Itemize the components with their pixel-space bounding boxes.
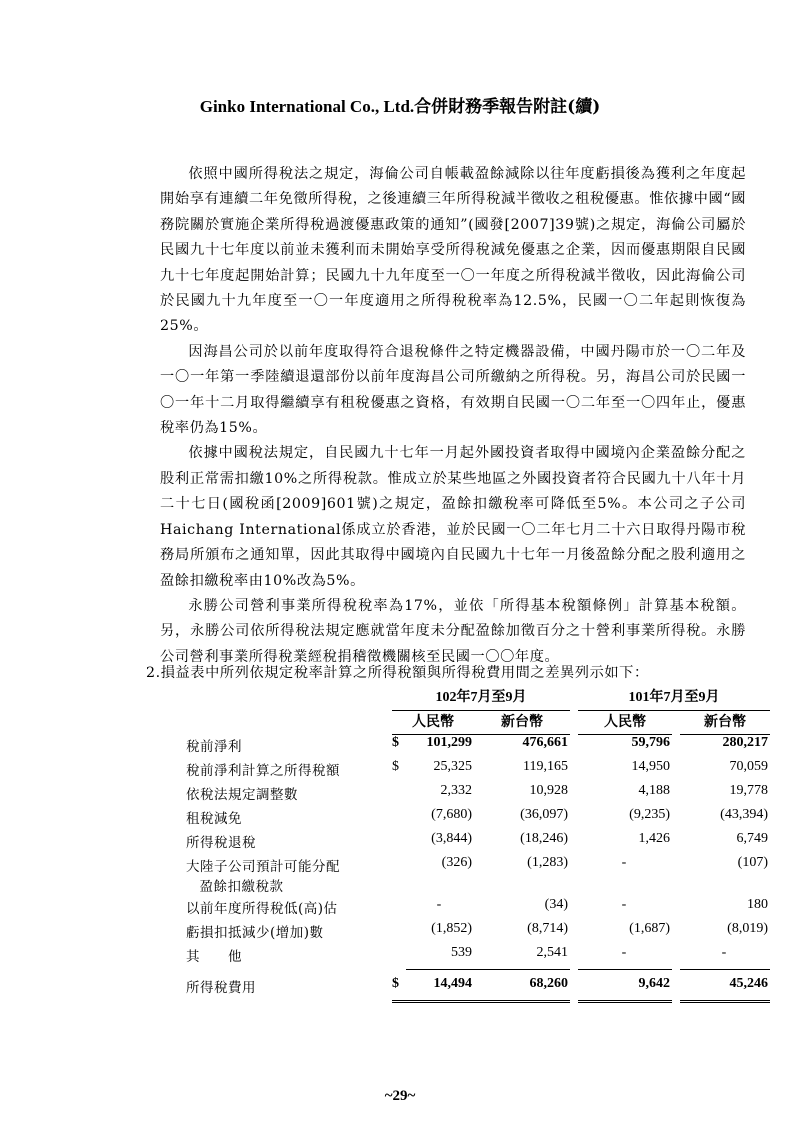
section-heading: 2.損益表中所列依規定稅率計算之所得稅額與所得稅費用間之差異列示如下：: [146, 665, 649, 681]
cell-value: 70,059: [729, 759, 768, 774]
dollar-sign: $: [392, 970, 406, 1002]
cell-value: 45,246: [680, 970, 770, 1002]
table-row: [186, 945, 770, 970]
row-label: 虧損扣抵減少(增加)數: [186, 925, 324, 941]
cell-value: -: [621, 855, 627, 870]
table-row: [186, 735, 770, 760]
cell-value: 4,188: [638, 783, 670, 798]
period-header-2013: 102年7月至9月: [392, 686, 570, 710]
dollar-sign: $: [392, 735, 399, 750]
table-row: [186, 897, 770, 921]
cell-value: (8,714): [527, 921, 568, 936]
cell-value: 6,749: [736, 831, 768, 846]
row-label: 所得稅退稅: [186, 835, 256, 851]
cell-value: (1,852): [431, 921, 472, 936]
cell-value: (3,844): [431, 831, 472, 846]
paragraph-haichang: 因海昌公司於以前年度取得符合退稅條件之特定機器設備，中國丹陽市於一〇二年及一〇一年第一季陸續退還部份以前年度海昌公司所繳納之所得稅。另，海昌公司於民國一〇一年十二月取得繼續享有租稅優惠之資格，有效期自民國一〇二年至一〇四年止，優惠稅率仍為15%。: [160, 343, 746, 437]
dollar-sign: [392, 783, 406, 807]
table-row: [186, 855, 770, 897]
dollar-sign: [392, 945, 406, 970]
cell-value: 119,165: [523, 759, 568, 774]
table-row: [186, 759, 770, 783]
cell-value: 180: [747, 897, 768, 912]
cell-value: (36,097): [520, 807, 568, 822]
company-name: Ginko International Co., Ltd.: [199, 97, 415, 116]
cell-value: -: [621, 897, 627, 912]
currency-header: 新台幣: [680, 710, 770, 735]
row-label: 以前年度所得稅低(高)估: [186, 901, 338, 917]
cell-value: (326): [441, 855, 472, 870]
table-row: [186, 921, 770, 945]
cell-value: (7,680): [431, 807, 472, 822]
row-label: 稅前淨利計算之所得稅額: [186, 763, 340, 779]
cell-value: (9,235): [629, 807, 670, 822]
cell-value: (18,246): [520, 831, 568, 846]
paragraph-yongsheng: 永勝公司營利事業所得稅稅率為17%，並依「所得基本稅額條例」計算基本稅額。另，永勝公司依所得稅法規定應就當年度未分配盈餘加徵百分之十營利事業所得稅。永勝公司營利事業所得稅業經稅捐稽徵機關核至民國一〇〇年度。: [160, 597, 746, 665]
row-label: 其 他: [186, 949, 242, 965]
dollar-sign: [392, 831, 406, 855]
period-header-2012: 101年7月至9月: [578, 686, 770, 710]
cell-value: (1,687): [629, 921, 670, 936]
cell-value: (107): [737, 855, 768, 870]
cell-value: (43,394): [720, 807, 768, 822]
row-label: 所得稅費用: [186, 979, 256, 996]
table-row: [186, 831, 770, 855]
cell-value: -: [436, 897, 442, 912]
cell-value: 68,260: [474, 970, 570, 1002]
dollar-sign: [392, 855, 406, 897]
cell-value: 1,426: [638, 831, 670, 846]
cell-value: 59,796: [631, 735, 670, 750]
tax-reconciliation-table: [186, 686, 770, 1003]
dollar-sign: [392, 897, 406, 921]
paragraph-withholding: 依據中國稅法規定，自民國九十七年一月起外國投資者取得中國境內企業盈餘分配之股利正常需扣繳10%之所得稅款。惟成立於某些地區之外國投資者符合民國九十八年十月二十七日(國稅函[2009]601號)之規定，盈餘扣繳稅率可降低至5%。本公司之子公司Haichang International係成立於香港，並於民國一〇二年七月二十六日取得丹陽市稅務局所頒布之通知單，因此其取得中國境內自民國九十七年一月後盈餘分配之股利適用之盈餘扣繳稅率由10%改為5%。: [160, 445, 746, 589]
dollar-sign: [392, 921, 406, 945]
cell-value: (8,019): [727, 921, 768, 936]
cell-value: -: [680, 945, 770, 970]
cell-value: (1,283): [527, 855, 568, 870]
cell-value: 14,950: [631, 759, 670, 774]
row-label: 租稅減免: [186, 811, 242, 827]
row-label: 稅前淨利: [186, 738, 242, 755]
currency-header: 人民幣: [392, 710, 474, 735]
table-row: [186, 783, 770, 807]
cell-value: 476,661: [522, 735, 568, 750]
row-label-continuation: 盈餘扣繳稅款: [199, 879, 284, 895]
currency-header-row: [186, 710, 770, 735]
cell-value: (34): [544, 897, 568, 912]
currency-header: 人民幣: [578, 710, 672, 735]
page-number: ~29~: [384, 1088, 416, 1104]
currency-header: 新台幣: [474, 710, 570, 735]
table-row-total: [186, 970, 770, 1002]
cell-value: 2,332: [440, 783, 472, 798]
dollar-sign: [392, 807, 406, 831]
page-title: [0, 92, 800, 117]
paragraph-haelun: 依照中國所得稅法之規定，海倫公司自帳載盈餘減除以往年度虧損後為獲利之年度起開始享有連續二年免徵所得稅，之後連續三年所得稅減半徵收之租稅優惠。惟依據中國“國務院關於實施企業所得稅過渡優惠政策的通知”(國發[2007]39號)之規定，海倫公司屬於民國九十七年度以前並未獲利而未開始享受所得稅減免優惠之企業，因而優惠期限自民國九十七年度起開始計算；民國九十九年度至一〇一年度之所得稅減半徵收，因此海倫公司於民國九十九年度至一〇一年度適用之所得稅稅率為12.5%，民國一〇二年起則恢復為25%。: [160, 166, 746, 335]
cell-value: 14,494: [406, 970, 474, 1002]
cell-value: 25,325: [433, 759, 472, 774]
cell-value: 10,928: [529, 783, 568, 798]
body-text: [160, 162, 746, 670]
title-suffix: 合併財務季報告附註(續): [414, 97, 601, 117]
row-label: 依稅法規定調整數: [186, 787, 298, 803]
dollar-sign: $: [392, 759, 399, 774]
cell-value: 2,541: [474, 945, 570, 970]
cell-value: 539: [406, 945, 474, 970]
table-row: [186, 807, 770, 831]
cell-value: -: [578, 945, 672, 970]
cell-value: 19,778: [729, 783, 768, 798]
row-label-multiline: [186, 855, 392, 897]
cell-value: 9,642: [578, 970, 672, 1002]
period-header-row: [186, 686, 770, 710]
cell-value: 101,299: [426, 735, 472, 750]
cell-value: 280,217: [722, 735, 768, 750]
row-label: 大陸子公司預計可能分配: [186, 859, 340, 875]
